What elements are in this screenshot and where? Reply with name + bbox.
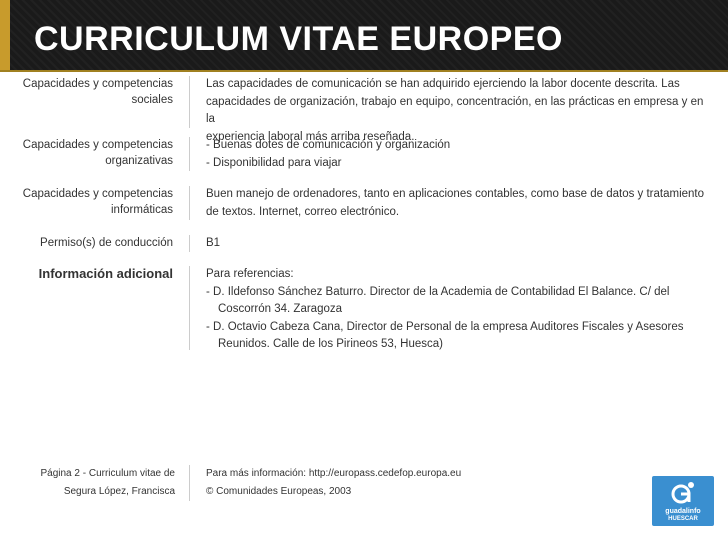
footer-separator: [189, 465, 190, 501]
bullet-item: - Buenas dotes de comunicación y organización: [206, 139, 451, 151]
section-label: Capacidades y competencias organizativas: [22, 139, 173, 167]
footer-page-info: Página 2 - Curriculum vitae de Segura López, Francisca: [40, 468, 175, 497]
logo-subtext: HUESCAR: [668, 516, 698, 522]
logo-text: guadalinfo: [665, 508, 701, 515]
section-label: Permiso(s) de conducción: [40, 237, 173, 249]
footer-source-info: Para más información: http://europass.cedefop.europa.eu © Comunidades Europeas, 2003: [206, 468, 462, 497]
section-label: Información adicional: [38, 266, 173, 281]
content-line: Buen manejo de ordenadores, tanto en aplicaciones contables, como base de datos y tratamiento: [206, 188, 705, 200]
guadalinfo-logo: [652, 476, 714, 526]
column-separator: [189, 186, 190, 220]
reference-item: - D. Ildefonso Sánchez Baturro. Director de la Academia de Contabilidad El Balance. C/ del: [206, 285, 670, 298]
column-separator: [189, 76, 190, 128]
reference-item: - D. Octavio Cabeza Cana, Director de Personal de la empresa Auditores Fiscales y Asesores: [206, 320, 684, 333]
content-line: Las capacidades de comunicación se han adquirido ejerciendo la labor docente descrita. Las: [206, 78, 680, 90]
bullet-item: - Disponibilidad para viajar: [206, 156, 342, 169]
reference-item-cont: Coscorrón 34. Zaragoza: [218, 303, 343, 315]
section-content: [206, 76, 706, 146]
section-label: Capacidades y competencias sociales: [22, 78, 173, 106]
slide-title: CURRICULUM VITAE EUROPEO: [34, 20, 563, 58]
content-line: experiencia laboral más arriba reseñada.: [206, 130, 415, 143]
slide-header: [0, 0, 728, 72]
guadalinfo-logo-icon: [670, 480, 696, 506]
column-separator: [189, 137, 190, 171]
section-content: [206, 186, 706, 221]
reference-item-cont: Reunidos. Calle de los Pirineos 53, Huesca): [218, 338, 444, 350]
content-line: de textos. Internet, correo electrónico.: [206, 205, 400, 218]
license-value: B1: [206, 237, 221, 249]
header-underline: [0, 70, 728, 72]
column-separator: [189, 266, 190, 350]
section-content: [206, 137, 706, 172]
header-accent-bar: [0, 0, 10, 72]
content-line: capacidades de organización, trabajo en equipo, concentración, en las prácticas en empresa y en la: [206, 95, 704, 125]
section-content: [206, 266, 706, 354]
column-separator: [189, 235, 190, 252]
references-intro: Para referencias:: [206, 268, 294, 280]
section-label: Capacidades y competencias informáticas: [22, 188, 173, 216]
